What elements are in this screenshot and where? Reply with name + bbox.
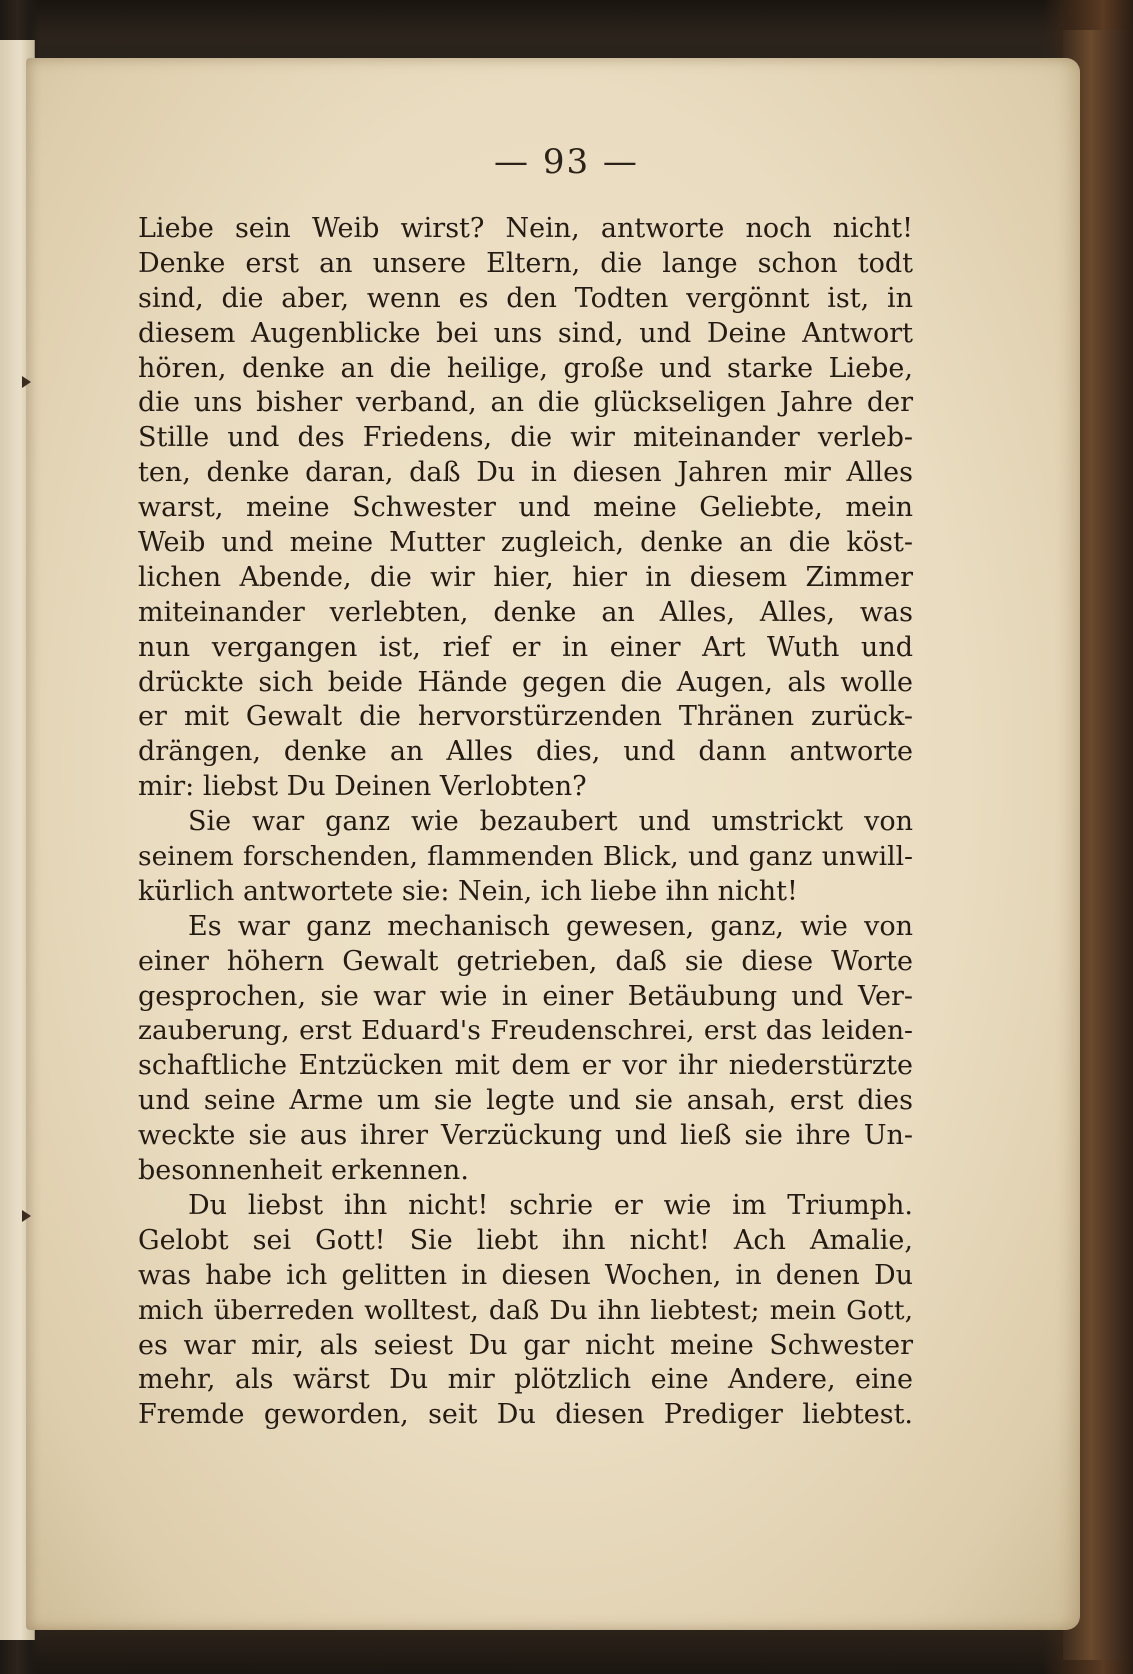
text-line: Sie war ganz wie bezaubert und umstrickt von (188, 806, 913, 838)
text-line: nun vergangen ist, rief er in einer Art Wuth und (138, 631, 913, 663)
text-line: Weib und meine Mutter zugleich, denke an die köst- (138, 527, 913, 559)
text-line: die uns bisher verband, an die glückseligen Jahre der (138, 387, 913, 419)
text-line: was habe ich gelitten in diesen Wochen, in denen Du (138, 1259, 913, 1291)
text-line: Liebe sein Weib wirst? Nein, antworte noch nicht! (138, 213, 913, 244)
text-line: einer höhern Gewalt getrieben, daß sie diese Worte (138, 945, 913, 977)
text-line: lichen Abende, die wir hier, hier in diesem Zimmer (138, 561, 913, 593)
text-line: ten, denke daran, daß Du in diesen Jahren mir Alles (138, 457, 913, 489)
text-line: es war mir, als seiest Du gar nicht meine Schwester (138, 1329, 913, 1361)
text-line: und seine Arme um sie legte und sie ansah, erst dies (138, 1085, 913, 1117)
text-line: drängen, denke an Alles dies, und dann antworte (138, 736, 913, 768)
text-line: mir: liebst Du Deinen Verlobten? (138, 771, 587, 803)
text-line: diesem Augenblicke bei uns sind, und Deine Antwort (138, 317, 913, 349)
text-line: warst, meine Schwester und meine Geliebte, mein (138, 492, 913, 524)
text-line: Du liebst ihn nicht! schrie er wie im Triumph. (188, 1189, 913, 1221)
text-line: weckte sie aus ihrer Verzückung und ließ sie ihre Un- (138, 1120, 913, 1152)
text-line: besonnenheit erkennen. (138, 1155, 469, 1187)
page-number: — 93 — (494, 142, 639, 182)
text-line: miteinander verlebten, denke an Alles, Alles, was (138, 596, 913, 628)
text-line: gesprochen, sie war wie in einer Betäubung und Ver- (138, 980, 913, 1012)
text-line: drückte sich beide Hände gegen die Augen, als wolle (138, 666, 913, 698)
text-line: Fremde geworden, seit Du diesen Prediger liebtest. (138, 1399, 913, 1431)
text-line: zauberung, erst Eduard's Freudenschrei, erst das leiden- (138, 1015, 913, 1047)
margin-mark (22, 1210, 31, 1222)
margin-mark (22, 376, 31, 388)
text-line: sind, die aber, wenn es den Todten vergönnt ist, in (138, 282, 913, 314)
text-line: mehr, als wärst Du mir plötzlich eine Andere, eine (138, 1364, 913, 1396)
text-line: Denke erst an unsere Eltern, die lange schon todt (138, 247, 913, 279)
body-text (138, 212, 913, 1433)
text-line: mich überreden wolltest, daß Du ihn liebtest; mein Gott, (138, 1294, 913, 1326)
text-line: Gelobt sei Gott! Sie liebt ihn nicht! Ach Amalie, (138, 1224, 913, 1256)
text-line: schaftliche Entzücken mit dem er vor ihr niederstürzte (138, 1050, 913, 1082)
text-line: kürlich antwortete sie: Nein, ich liebe ihn nicht! (138, 875, 798, 907)
text-line: hören, denke an die heilige, große und starke Liebe, (138, 352, 913, 384)
text-line: Es war ganz mechanisch gewesen, ganz, wie von (188, 910, 913, 942)
text-line: er mit Gewalt die hervorstürzenden Thränen zurück- (138, 701, 913, 733)
text-line: seinem forschenden, flammenden Blick, und ganz unwill- (138, 841, 913, 873)
text-line: Stille und des Friedens, die wir miteinander verleb- (138, 422, 913, 454)
